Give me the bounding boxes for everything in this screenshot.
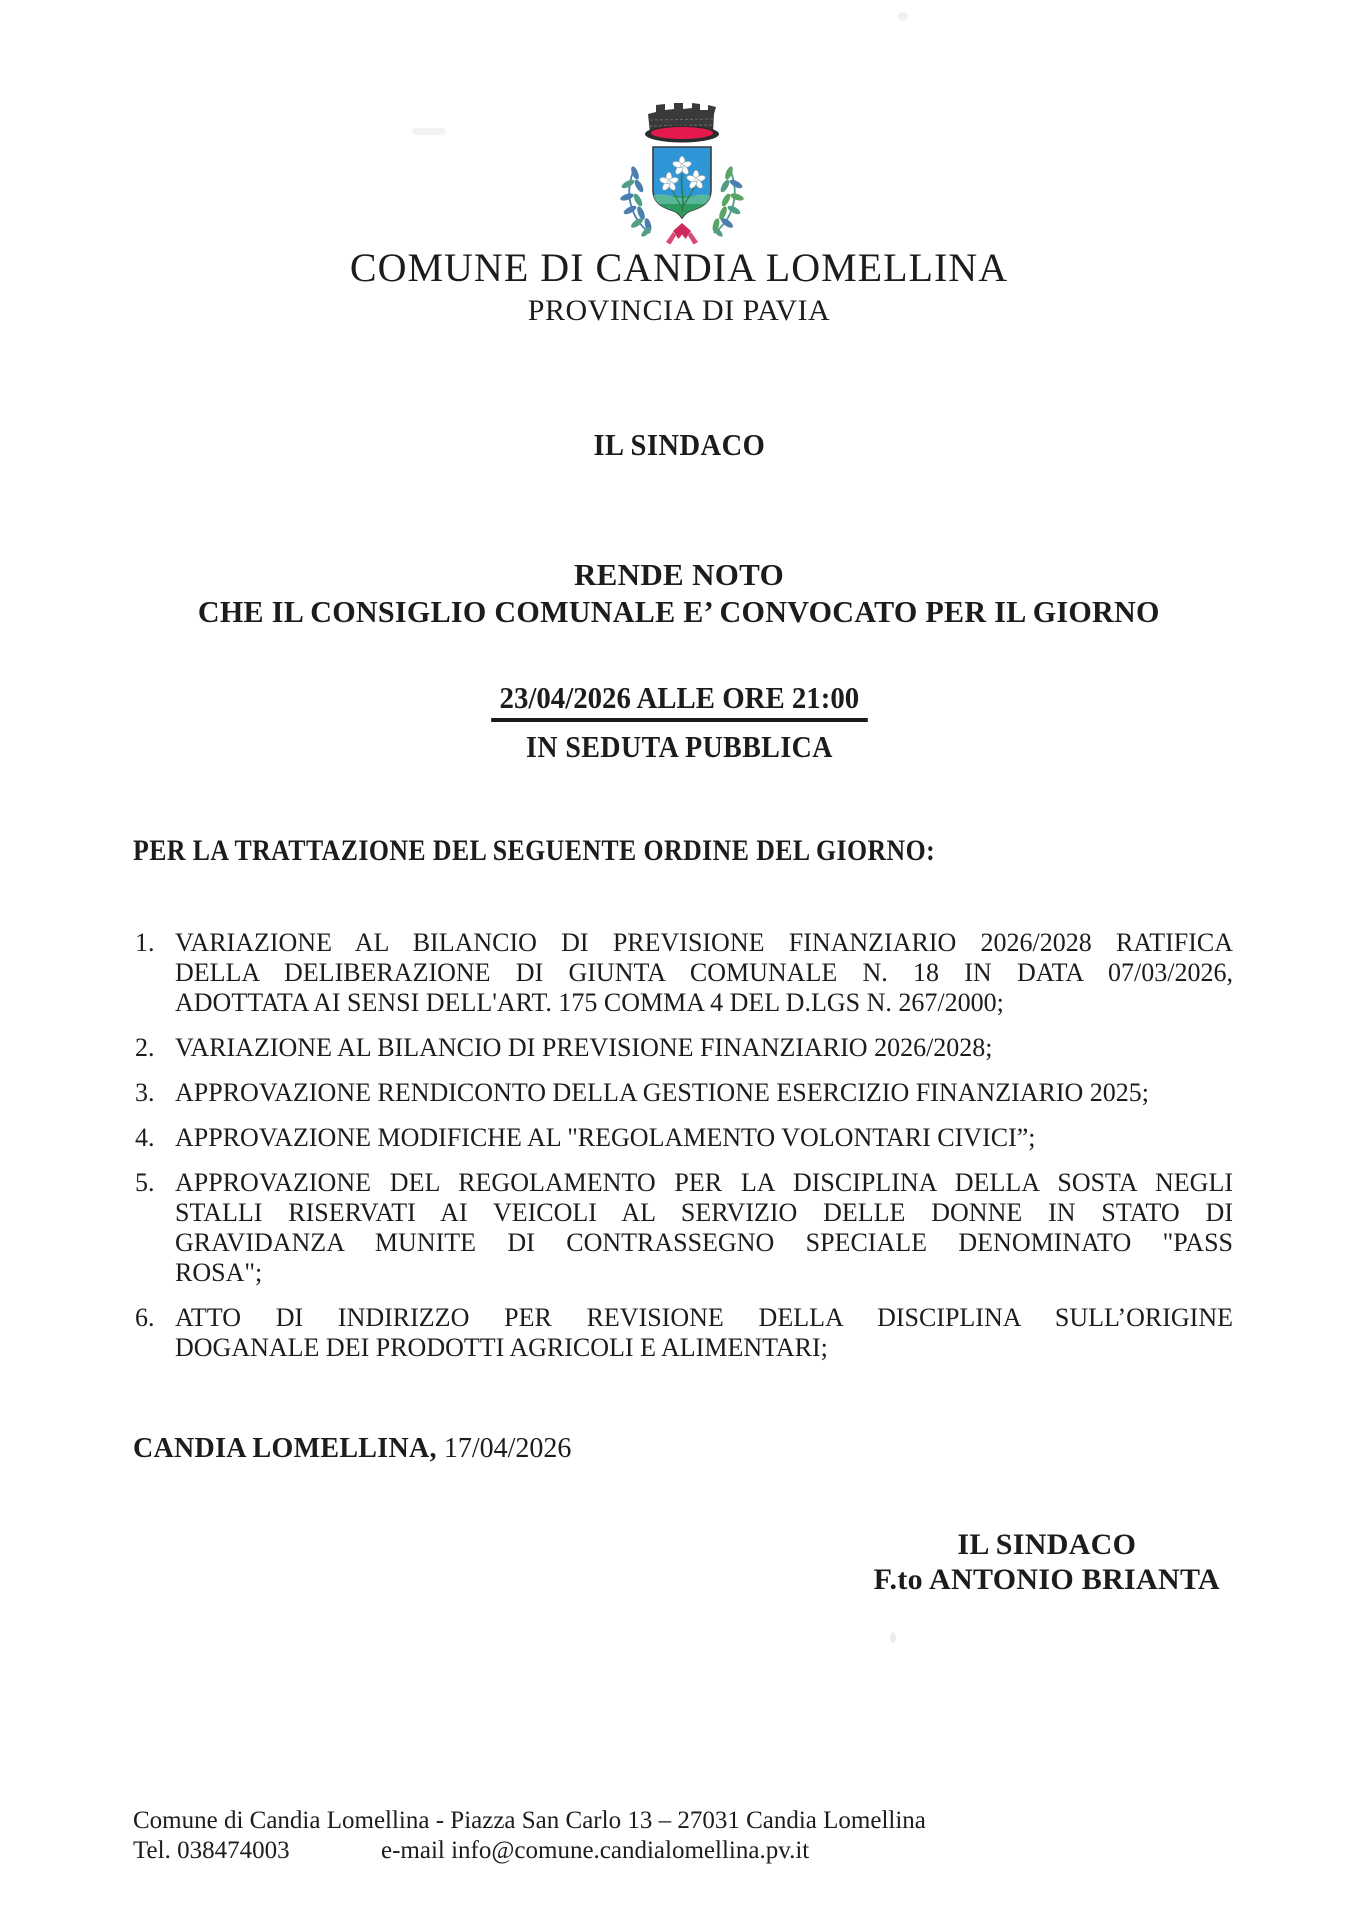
agenda-item: [133, 1033, 1233, 1063]
agenda-item: [133, 1078, 1233, 1108]
province-subtitle: PROVINCIA DI PAVIA: [527, 294, 831, 327]
session-type-row: [0, 729, 1358, 765]
signature-role: IL SINDACO: [957, 1528, 1137, 1561]
footer-email: e-mail info@comune.candialomellina.pv.it: [381, 1837, 810, 1864]
closing-date: 17/04/2026: [436, 1433, 572, 1464]
agenda-item-line: DELLA DELIBERAZIONE DI GIUNTA COMUNALE N. 18 IN DATA 07/03/2026,: [175, 958, 1233, 987]
agenda-list: [133, 928, 1233, 1378]
scan-artifact: [898, 12, 908, 21]
session-datetime: 23/04/2026 ALLE ORE 21:00: [491, 680, 867, 722]
agenda-item-line: ROSA";: [175, 1258, 263, 1287]
signature-name: F.to ANTONIO BRIANTA: [873, 1563, 1220, 1596]
signature-block: [874, 1527, 1220, 1597]
footer-phone: Tel. 038474003: [133, 1837, 290, 1864]
announcement-line1: RENDE NOTO: [574, 557, 784, 592]
agenda-item-line: DOGANALE DEI PRODOTTI AGRICOLI E ALIMENTARI;: [175, 1333, 828, 1362]
agenda-heading: [133, 833, 1066, 869]
agenda-item-number: 4.: [135, 1123, 155, 1152]
announcement: [0, 556, 1358, 630]
role-title-text: IL SINDACO: [593, 427, 765, 462]
agenda-item-line: GRAVIDANZA MUNITE DI CONTRASSEGNO SPECIALE DENOMINATO "PASS: [175, 1228, 1233, 1257]
agenda-item: [133, 1303, 1233, 1363]
scan-artifact: [412, 128, 446, 135]
closing-place: CANDIA LOMELLINA,: [133, 1433, 437, 1464]
municipal-crest-icon: [612, 100, 752, 250]
session-datetime-row: [0, 680, 1358, 716]
agenda-item-line: APPROVAZIONE MODIFICHE AL "REGOLAMENTO VOLONTARI CIVICI”;: [175, 1123, 1036, 1152]
agenda-item-number: 6.: [135, 1303, 155, 1332]
agenda-item-line: VARIAZIONE AL BILANCIO DI PREVISIONE FINANZIARIO 2026/2028;: [175, 1033, 993, 1062]
agenda-item-number: 2.: [135, 1033, 155, 1062]
agenda-item-number: 5.: [135, 1168, 155, 1197]
municipality-title: COMUNE DI CANDIA LOMELLINA: [349, 245, 1009, 290]
agenda-item: [133, 1123, 1233, 1153]
agenda-item-line: APPROVAZIONE RENDICONTO DELLA GESTIONE ESERCIZIO FINANZIARIO 2025;: [175, 1078, 1150, 1107]
agenda-item-number: 3.: [135, 1078, 155, 1107]
document-footer: [133, 1806, 1233, 1866]
closing-line: [133, 1432, 571, 1466]
agenda-item-line: ADOTTATA AI SENSI DELL'ART. 175 COMMA 4 DEL D.LGS N. 267/2000;: [175, 988, 1004, 1017]
agenda-item-number: 1.: [135, 928, 155, 957]
agenda-item: [133, 1168, 1233, 1288]
agenda-item-line: VARIAZIONE AL BILANCIO DI PREVISIONE FINANZIARIO 2026/2028 RATIFICA: [175, 928, 1233, 957]
footer-address: Comune di Candia Lomellina - Piazza San Carlo 13 – 27031 Candia Lomellina: [133, 1807, 926, 1834]
agenda-item: [133, 928, 1233, 1018]
agenda-item-line: STALLI RISERVATI AI VEICOLI AL SERVIZIO DELLE DONNE IN STATO DI: [175, 1198, 1233, 1227]
scan-artifact: [890, 1632, 896, 1643]
role-title: [0, 426, 1358, 464]
agenda-item-line: ATTO DI INDIRIZZO PER REVISIONE DELLA DISCIPLINA SULL’ORIGINE: [175, 1303, 1233, 1332]
announcement-line2: CHE IL CONSIGLIO COMUNALE E’ CONVOCATO PER IL GIORNO: [198, 594, 1160, 629]
session-type: IN SEDUTA PUBBLICA: [525, 729, 833, 764]
agenda-item-line: APPROVAZIONE DEL REGOLAMENTO PER LA DISCIPLINA DELLA SOSTA NEGLI: [175, 1168, 1233, 1197]
agenda-heading-text: PER LA TRATTAZIONE DEL SEGUENTE ORDINE DEL GIORNO:: [133, 834, 936, 867]
